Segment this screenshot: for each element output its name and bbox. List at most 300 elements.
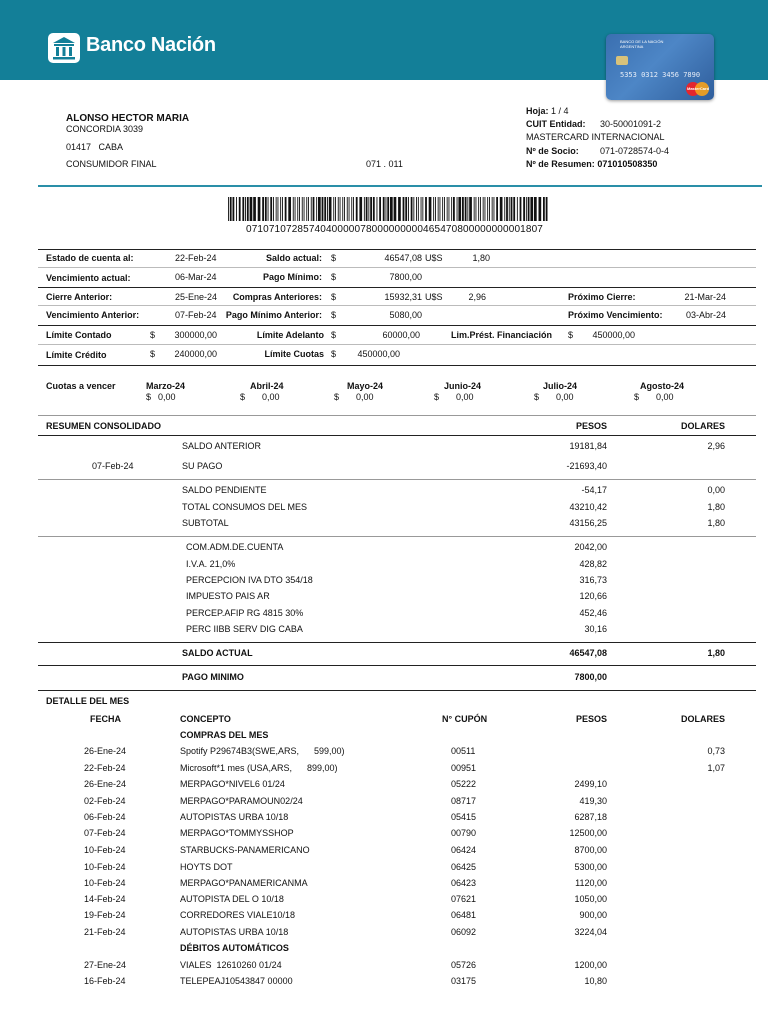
summary-line-3: [38, 305, 756, 306]
lim-cuotas-cur: $: [331, 349, 337, 359]
card-chip: [616, 56, 628, 65]
barcode-bar: [359, 197, 362, 221]
compra-pesos: 6287,18: [574, 812, 607, 822]
barcode-bar: [546, 197, 548, 221]
compra-concepto: MERPAGO*PARAMOUN02/24: [180, 796, 303, 806]
cuota-value: 0,00: [656, 392, 674, 402]
barcode-bar: [530, 197, 533, 221]
barcode-bar: [422, 197, 423, 221]
barcode-bar: [299, 197, 300, 221]
barcode-bar: [467, 197, 468, 221]
compras-ant-cur: $: [331, 292, 337, 302]
detalle-col-fecha: FECHA: [90, 714, 121, 724]
cuota-value: 0,00: [262, 392, 280, 402]
barcode-bar: [442, 197, 443, 221]
barcode-bar: [494, 197, 495, 221]
lim-adelanto-value: 60000,00: [382, 330, 420, 340]
compra-concepto: HOYTS DOT: [180, 862, 233, 872]
pago-minimo-label: PAGO MINIMO: [182, 672, 244, 682]
barcode-bar: [449, 197, 450, 221]
barcode-bar: [413, 197, 414, 221]
barcode-bar: [340, 197, 341, 221]
barcode-bar: [411, 197, 413, 221]
compra-cupon: 05415: [451, 812, 477, 822]
compra-concepto: AUTOPISTAS URBA 10/18: [180, 927, 289, 937]
compra-cupon: 06092: [451, 927, 477, 937]
cuota-value: 0,00: [456, 392, 474, 402]
barcode-bar: [293, 197, 294, 221]
pago-minimo-pesos: 7800,00: [574, 672, 607, 682]
barcode-bar: [489, 197, 490, 221]
compra-cupon: 06481: [451, 910, 477, 920]
card-bank-text: BANCO DE LA NACIÓN ARGENTINA: [620, 39, 664, 49]
compra-dolares: 0,73: [707, 746, 725, 756]
totals-pesos: 43156,25: [569, 518, 607, 528]
barcode-bar: [262, 197, 264, 221]
compra-concepto: Spotify P29674B3(SWE,ARS,: [180, 746, 300, 756]
compra-concepto: AUTOPISTA DEL O 10/18: [180, 894, 284, 904]
resumen-row: [526, 159, 657, 169]
barcode-bar: [377, 197, 378, 221]
resumen-label: Nº de Resumen:: [526, 159, 595, 169]
barcode-bar: [416, 197, 417, 221]
compra-concepto: CORREDORES VIALE10/18: [180, 910, 296, 920]
debito-cupon: 03175: [451, 976, 477, 986]
cuota-cur: $: [334, 392, 340, 402]
detalle-col-dolares: DOLARES: [680, 714, 725, 724]
lim-adelanto-label: Límite Adelanto: [256, 330, 324, 340]
totals-label: SUBTOTAL: [182, 518, 229, 528]
barcode-bar: [282, 197, 283, 221]
charge-label: COM.ADM.DE.CUENTA: [186, 542, 284, 552]
su-pago-label: SU PAGO: [182, 461, 223, 471]
barcode-bar: [366, 197, 368, 221]
summary-line-5: [38, 344, 756, 345]
compra-concepto: Microsoft*1 mes (USA,ARS,: [180, 763, 293, 773]
barcode-bar: [253, 197, 256, 221]
compra-cupon: 00511: [451, 746, 476, 756]
barcode-bar: [368, 197, 369, 221]
compra-extra: 599,00): [314, 746, 345, 756]
barcode-bar: [322, 197, 324, 221]
barcode-bar: [433, 197, 434, 221]
barcode-bar: [278, 197, 279, 221]
prox-cierre-value: 21-Mar-24: [684, 292, 726, 302]
compra-pesos: 900,00: [579, 910, 607, 920]
summary-bottom-line: [38, 365, 756, 366]
barcode-bar: [447, 197, 448, 221]
barcode-bar: [429, 197, 432, 221]
consolidado-col-dolares: DOLARES: [680, 421, 725, 431]
barcode-bar: [517, 197, 518, 221]
cuota-month: Agosto-24: [640, 381, 685, 391]
barcode-bar: [230, 197, 232, 221]
totals-pesos: 43210,42: [569, 502, 607, 512]
client-name: ALONSO HECTOR MARIA: [66, 113, 190, 124]
barcode-number: 0710710728574040000078000000000465470800000000001807: [246, 224, 543, 235]
compra-concepto: STARBUCKS-PANAMERICANO: [180, 845, 310, 855]
cuota-cur: $: [240, 392, 246, 402]
compras-ant-value: 15932,31: [384, 292, 422, 302]
detalle-col-cupon: N° CUPÓN: [442, 714, 488, 724]
barcode-bar: [233, 197, 235, 221]
totals-dolares: 1,80: [707, 502, 725, 512]
prox-venc-label: Próximo Vencimiento:: [568, 310, 663, 320]
barcode-bar: [451, 197, 452, 221]
barcode-bar: [520, 197, 522, 221]
saldo-actual-label: SALDO ACTUAL: [182, 648, 253, 658]
charge-label: IMPUESTO PAIS AR: [186, 591, 270, 601]
bank-logo: [48, 33, 80, 63]
barcode-bar: [265, 197, 267, 221]
barcode-bar: [239, 197, 241, 221]
cierre-ant-value: 25-Ene-24: [175, 292, 218, 302]
barcode-bar: [327, 197, 328, 221]
lim-adelanto-cur: $: [331, 330, 337, 340]
barcode-bar: [418, 197, 419, 221]
cuota-cur: $: [146, 392, 152, 402]
lim-contado-value: 300000,00: [174, 330, 217, 340]
barcode-bar: [476, 197, 477, 221]
barcode-bar: [288, 197, 291, 221]
consolidado-line-2: [38, 536, 756, 537]
barcode-bar: [534, 197, 537, 221]
credit-card-image: [606, 34, 714, 100]
saldo-cur: $: [331, 253, 337, 263]
barcode-bar: [329, 197, 332, 221]
barcode-bar: [316, 197, 317, 221]
barcode-bar: [500, 197, 503, 221]
compra-pesos: 12500,00: [569, 828, 607, 838]
compras-title: COMPRAS DEL MES: [180, 730, 269, 740]
barcode-bar: [285, 197, 287, 221]
cuota-month: Junio-24: [444, 381, 482, 391]
pago-ant-cur: $: [331, 310, 337, 320]
barcode-bar: [311, 197, 312, 221]
cuota-value: 0,00: [158, 392, 176, 402]
barcode-bar: [506, 197, 508, 221]
barcode-bar: [308, 197, 309, 221]
barcode-bar: [295, 197, 296, 221]
detalle-title: DETALLE DEL MES: [46, 696, 130, 706]
barcode-bar: [421, 197, 422, 221]
charge-pesos: 30,16: [584, 624, 607, 634]
charge-label: PERC IIBB SERV DIG CABA: [186, 624, 303, 634]
saldo-actual-pesos: 46547,08: [569, 648, 607, 658]
detalle-col-concepto: CONCEPTO: [180, 714, 231, 724]
lim-credito-cur: $: [150, 349, 156, 359]
estado-value: 22-Feb-24: [175, 253, 217, 263]
pago-cur: $: [331, 272, 337, 282]
barcode-bar: [408, 197, 409, 221]
debito-pesos: 1200,00: [574, 960, 607, 970]
lim-credito-value: 240000,00: [174, 349, 217, 359]
barcode-bar: [236, 197, 237, 221]
compra-fecha: 06-Feb-24: [84, 812, 126, 822]
compra-fecha: 10-Feb-24: [84, 845, 126, 855]
barcode-bar: [356, 197, 358, 221]
resumen-value: 071010508350: [597, 159, 658, 169]
charge-label: PERCEP.AFIP RG 4815 30%: [186, 608, 304, 618]
compra-fecha: 26-Ene-24: [84, 746, 127, 756]
su-pago-pesos: -21693,40: [566, 461, 607, 471]
cuota-value: 0,00: [556, 392, 574, 402]
compras-ant-usd: 2,96: [468, 292, 486, 302]
barcode-bar: [425, 197, 427, 221]
cuota-month: Mayo-24: [347, 381, 384, 391]
barcode-bar: [394, 197, 397, 221]
socio-value: 071-0728574-0-4: [600, 146, 670, 156]
summary-top-line: [38, 249, 756, 250]
summary-line-4: [38, 325, 756, 326]
lim-contado-label: Límite Contado: [46, 330, 112, 340]
barcode-bar: [333, 197, 334, 221]
barcode-bar: [458, 197, 461, 221]
barcode-bar: [347, 197, 348, 221]
lim-prest-label: Lim.Prést. Financiación: [451, 330, 553, 340]
compra-pesos: 5300,00: [574, 862, 607, 872]
barcode-bar: [258, 197, 261, 221]
charge-label: I.V.A. 21,0%: [186, 559, 236, 569]
barcode-bar: [344, 197, 345, 221]
barcode-bar: [462, 197, 464, 221]
barcode-bar: [405, 197, 407, 221]
compras-ant-label: Compras Anteriores:: [232, 292, 322, 302]
socio-label: Nº de Socio:: [526, 146, 579, 156]
barcode-bar: [318, 197, 321, 221]
saldo-label: Saldo actual:: [265, 253, 322, 263]
compra-fecha: 19-Feb-24: [84, 910, 126, 920]
venc-ant-label: Vencimiento Anterior:: [46, 310, 140, 320]
consolidado-top-line: [38, 415, 756, 416]
barcode-bar: [390, 197, 393, 221]
barcode-bar: [364, 197, 365, 221]
pago-ant-label: Pago Mínimo Anterior:: [225, 310, 322, 320]
compra-fecha: 22-Feb-24: [84, 763, 126, 773]
charge-pesos: 2042,00: [574, 542, 607, 552]
hoja-row: [526, 106, 569, 116]
compra-pesos: 419,30: [579, 796, 607, 806]
compra-cupon: 07621: [451, 894, 477, 904]
barcode-bar: [483, 197, 484, 221]
debito-fecha: 16-Feb-24: [84, 976, 126, 986]
barcode-bar: [457, 197, 458, 221]
totals-label: TOTAL CONSUMOS DEL MES: [182, 502, 308, 512]
venc-ant-value: 07-Feb-24: [175, 310, 217, 320]
compra-concepto: AUTOPISTAS URBA 10/18: [180, 812, 289, 822]
pago-label: Pago Mínimo:: [263, 272, 322, 282]
bank-building-icon: [48, 33, 80, 63]
barcode-bar: [496, 197, 498, 221]
charge-pesos: 316,73: [579, 575, 607, 585]
barcode-bar: [270, 197, 272, 221]
saldo-value: 46547,08: [384, 253, 422, 263]
client-category: CONSUMIDOR FINAL: [66, 159, 157, 169]
bank-name: Banco Nación: [86, 34, 216, 56]
barcode-bar: [487, 197, 488, 221]
compra-concepto: MERPAGO*NIVEL6 01/24: [180, 779, 285, 789]
totals-dolares: 1,80: [707, 518, 725, 528]
barcode-bar: [351, 197, 352, 221]
compra-cupon: 06425: [451, 862, 477, 872]
barcode-bar: [440, 197, 441, 221]
summary-line-1: [38, 267, 756, 268]
lim-prest-cur: $: [568, 330, 574, 340]
compra-extra: 899,00): [307, 763, 338, 773]
barcode-bar: [297, 197, 298, 221]
barcode-bar: [383, 197, 385, 221]
lim-contado-cur: $: [150, 330, 156, 340]
charge-pesos: 428,82: [579, 559, 607, 569]
barcode-bar: [492, 197, 493, 221]
su-pago-date: 07-Feb-24: [92, 461, 134, 471]
compra-pesos: 8700,00: [574, 845, 607, 855]
compra-fecha: 21-Feb-24: [84, 927, 126, 937]
compra-fecha: 10-Feb-24: [84, 862, 126, 872]
debito-cupon: 05726: [451, 960, 477, 970]
cierre-ant-label: Cierre Anterior:: [46, 292, 113, 302]
debito-pesos: 10,80: [584, 976, 607, 986]
barcode-bar: [465, 197, 467, 221]
compra-cupon: 00790: [451, 828, 477, 838]
barcode-bar: [509, 197, 510, 221]
charge-pesos: 452,46: [579, 608, 607, 618]
barcode-bar: [513, 197, 515, 221]
estado-label: Estado de cuenta al:: [46, 253, 134, 263]
consolidado-bottom-line: [38, 690, 756, 691]
barcode-bar: [349, 197, 350, 221]
barcode-bar: [386, 197, 387, 221]
compra-cupon: 06424: [451, 845, 477, 855]
consolidado-header-line: [38, 435, 756, 436]
barcode-bar: [313, 197, 315, 221]
branch-code: 071 . 011: [366, 159, 403, 169]
charge-pesos: 120,66: [579, 591, 607, 601]
saldo-anterior-dolares: 2,96: [707, 441, 725, 451]
saldo-usd-cur: U$S: [425, 253, 443, 263]
barcode-bar: [370, 197, 372, 221]
client-city: 01417 CABA: [66, 142, 124, 152]
barcode-bar: [353, 197, 354, 221]
compra-fecha: 26-Ene-24: [84, 779, 127, 789]
compra-dolares: 1,07: [707, 763, 725, 773]
barcode-bar: [478, 197, 479, 221]
compra-fecha: 07-Feb-24: [84, 828, 126, 838]
compra-cupon: 08717: [451, 796, 477, 806]
compra-cupon: 00951: [451, 763, 477, 773]
hoja-label: Hoja:: [526, 106, 549, 116]
barcode-bar: [398, 197, 401, 221]
cuota-cur: $: [434, 392, 440, 402]
consolidado-line-4: [38, 665, 756, 666]
saldo-anterior-label: SALDO ANTERIOR: [182, 441, 262, 451]
barcode-bar: [273, 197, 274, 221]
pago-value: 7800,00: [389, 272, 422, 282]
consolidado-title: RESUMEN CONSOLIDADO: [46, 421, 162, 431]
barcode-bar: [306, 197, 307, 221]
compra-pesos: 2499,10: [574, 779, 607, 789]
debitos-title: DÉBITOS AUTOMÁTICOS: [180, 943, 289, 953]
consolidado-col-pesos: PESOS: [575, 421, 607, 431]
venc-value: 06-Mar-24: [175, 272, 217, 282]
lim-cuotas-label: Límite Cuotas: [264, 349, 324, 359]
barcode-bar: [228, 197, 229, 221]
lim-cuotas-value: 450000,00: [357, 349, 400, 359]
barcode-bar: [469, 197, 472, 221]
barcode-bar: [268, 197, 269, 221]
barcode-bar: [379, 197, 381, 221]
barcode-bar: [373, 197, 375, 221]
totals-pesos: -54,17: [581, 485, 607, 495]
cuotas-label: Cuotas a vencer: [46, 381, 116, 391]
barcode-bar: [543, 197, 545, 221]
saldo-actual-dolares: 1,80: [707, 648, 725, 658]
consolidado-line-1: [38, 479, 756, 480]
barcode-bar: [528, 197, 530, 221]
debito-concepto: TELEPEAJ10543847 00000: [180, 976, 293, 986]
debito-fecha: 27-Ene-24: [84, 960, 127, 970]
cuota-month: Julio-24: [543, 381, 578, 391]
saldo-usd: 1,80: [472, 253, 490, 263]
barcode-bar: [523, 197, 525, 221]
detalle-col-pesos: PESOS: [575, 714, 607, 724]
barcode-bar: [247, 197, 249, 221]
consolidado-line-3: [38, 642, 756, 643]
cuota-cur: $: [634, 392, 640, 402]
cuota-value: 0,00: [356, 392, 374, 402]
compra-fecha: 02-Feb-24: [84, 796, 126, 806]
cuit-label: CUIT Entidad:: [526, 119, 586, 129]
barcode-bar: [453, 197, 455, 221]
cuota-month: Abril-24: [250, 381, 284, 391]
barcode-bar: [387, 197, 389, 221]
charge-label: PERCEPCION IVA DTO 354/18: [186, 575, 313, 585]
entity-name: MASTERCARD INTERNACIONAL: [526, 132, 665, 142]
compra-pesos: 3224,04: [574, 927, 607, 937]
barcode-bar: [504, 197, 505, 221]
compra-fecha: 14-Feb-24: [84, 894, 126, 904]
lim-prest-value: 450000,00: [592, 330, 635, 340]
saldo-anterior-pesos: 19181,84: [569, 441, 607, 451]
barcode-bar: [438, 197, 439, 221]
cuota-cur: $: [534, 392, 540, 402]
compra-fecha: 10-Feb-24: [84, 878, 126, 888]
header-divider: [38, 185, 762, 187]
compra-cupon: 05222: [451, 779, 477, 789]
client-address: CONCORDIA 3039: [66, 124, 144, 134]
venc-label: Vencimiento actual:: [46, 273, 131, 283]
compra-pesos: 1120,00: [575, 878, 607, 888]
barcode-bar: [539, 197, 542, 221]
barcode-bar: [444, 197, 445, 221]
totals-dolares: 0,00: [707, 485, 725, 495]
barcode-bar: [511, 197, 513, 221]
compras-ant-usd-cur: U$S: [425, 292, 443, 302]
barcode-bar: [302, 197, 303, 221]
compra-concepto: MERPAGO*TOMMYSSHOP: [180, 828, 294, 838]
hoja-value: 1 / 4: [551, 106, 569, 116]
barcode-bar: [474, 197, 475, 221]
lim-credito-label: Límite Crédito: [46, 350, 107, 360]
pago-ant-value: 5080,00: [389, 310, 422, 320]
compra-cupon: 06423: [451, 878, 477, 888]
barcode-bar: [324, 197, 326, 221]
barcode-bar: [342, 197, 343, 221]
barcode-bar: [480, 197, 481, 221]
mastercard-logo: MasterCard: [686, 82, 710, 96]
debito-concepto: VIALES 12610260 01/24: [180, 960, 282, 970]
barcode-bar: [245, 197, 246, 221]
